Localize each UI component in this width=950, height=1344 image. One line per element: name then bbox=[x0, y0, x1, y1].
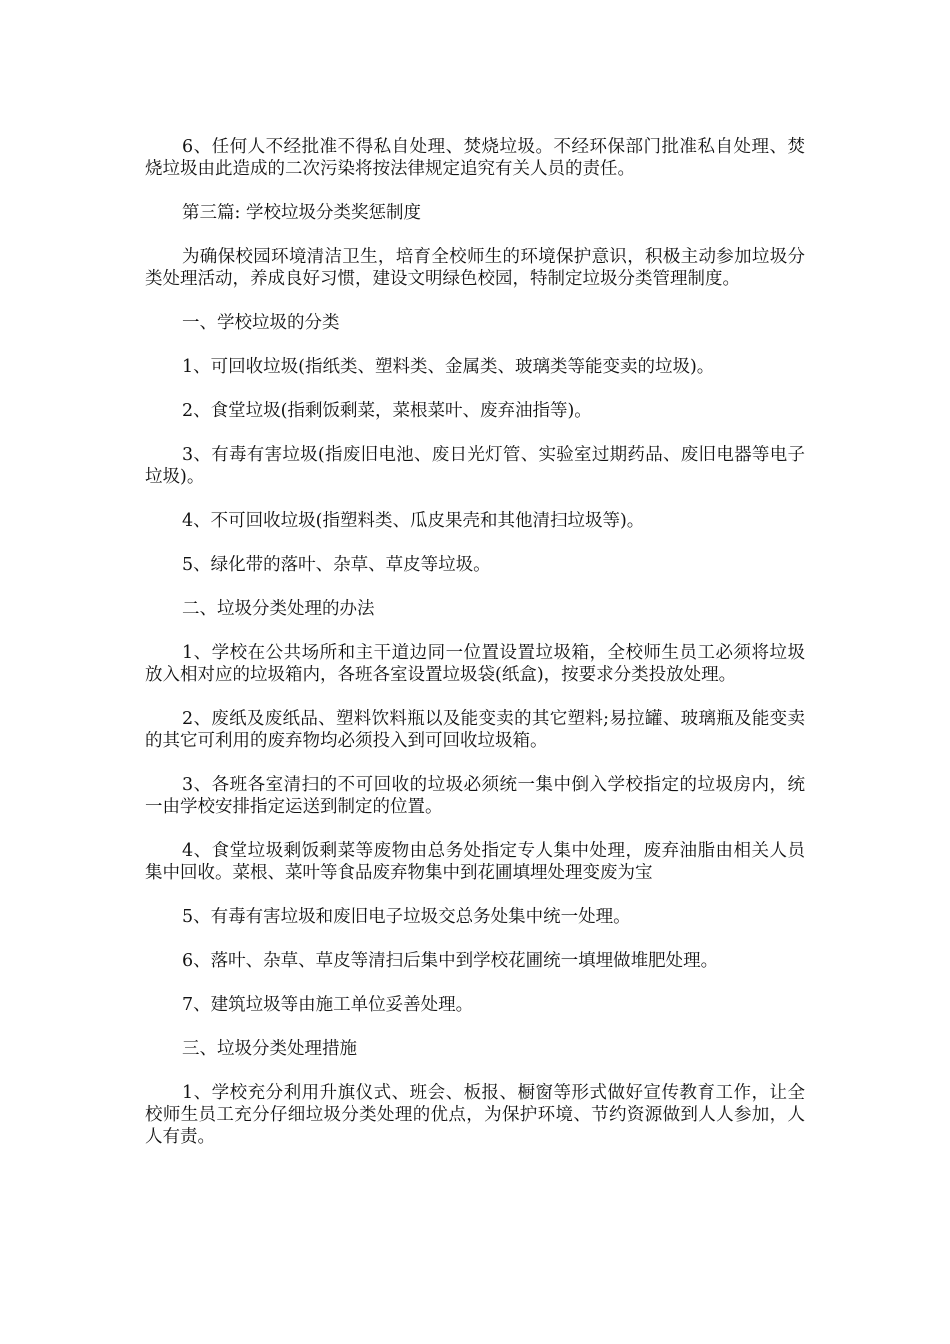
list-item: 2、食堂垃圾(指剩饭剩菜，菜根菜叶、废弃油指等)。 bbox=[182, 401, 592, 421]
list-item: 7、建筑垃圾等由施工单位妥善处理。 bbox=[182, 995, 474, 1015]
list-item: 3、有毒有害垃圾(指废旧电池、废日光灯管、实验室过期药品、废旧电器等电子垃圾)。 bbox=[145, 445, 805, 487]
heading-methods: 二、垃圾分类处理的办法 bbox=[182, 599, 375, 619]
list-item: 5、有毒有害垃圾和废旧电子垃圾交总务处集中统一处理。 bbox=[182, 907, 631, 927]
list-item: 2、废纸及废纸品、塑料饮料瓶以及能变卖的其它塑料;易拉罐、玻璃瓶及能变卖的其它可利用的废弃物均必须投入到可回收垃圾箱。 bbox=[145, 709, 805, 751]
list-item: 1、学校充分利用升旗仪式、班会、板报、橱窗等形式做好宣传教育工作，让全校师生员工充分仔细垃圾分类处理的优点，为保护环境、节约资源做到人人参加，人人有责。 bbox=[145, 1083, 805, 1147]
paragraph-rule-6: 6、任何人不经批准不得私自处理、焚烧垃圾。不经环保部门批准私自处理、焚烧垃圾由此造成的二次污染将按法律规定追究有关人员的责任。 bbox=[145, 137, 805, 179]
list-item: 6、落叶、杂草、草皮等清扫后集中到学校花圃统一填埋做堆肥处理。 bbox=[182, 951, 719, 971]
list-item: 3、各班各室清扫的不可回收的垃圾必须统一集中倒入学校指定的垃圾房内，统一由学校安排指定运送到制定的位置。 bbox=[145, 775, 805, 817]
list-item: 4、食堂垃圾剩饭剩菜等废物由总务处指定专人集中处理，废弃油脂由相关人员集中回收。菜根、菜叶等食品废弃物集中到花圃填埋处理变废为宝 bbox=[145, 841, 805, 883]
list-item: 1、学校在公共场所和主干道边同一位置设置垃圾箱，全校师生员工必须将垃圾放入相对应的垃圾箱内，各班各室设置垃圾袋(纸盒)，按要求分类投放处理。 bbox=[145, 643, 805, 685]
list-item: 5、绿化带的落叶、杂草、草皮等垃圾。 bbox=[182, 555, 491, 575]
document-body bbox=[145, 136, 805, 1170]
paragraph-intro: 为确保校园环境清洁卫生，培育全校师生的环境保护意识，积极主动参加垃圾分类处理活动，养成良好习惯，建设文明绿色校园，特制定垃圾分类管理制度。 bbox=[145, 247, 805, 289]
section-title-part-3: 第三篇: 学校垃圾分类奖惩制度 bbox=[182, 203, 421, 223]
list-item: 4、不可回收垃圾(指塑料类、瓜皮果壳和其他清扫垃圾等)。 bbox=[182, 511, 645, 531]
heading-measures: 三、垃圾分类处理措施 bbox=[182, 1039, 357, 1059]
list-item: 1、可回收垃圾(指纸类、塑料类、金属类、玻璃类等能变卖的垃圾)。 bbox=[182, 357, 715, 377]
heading-classification: 一、学校垃圾的分类 bbox=[182, 313, 340, 333]
